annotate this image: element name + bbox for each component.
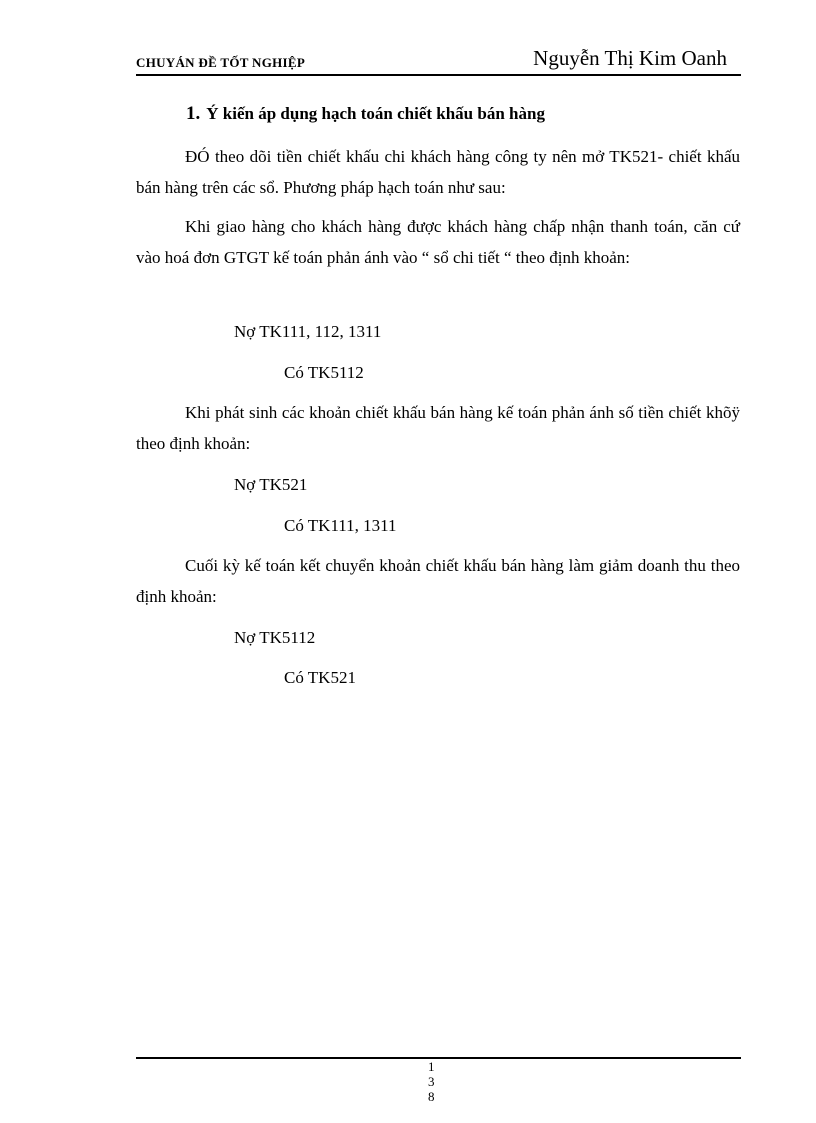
journal-credit: Có TK521 (284, 668, 356, 687)
journal-debit: Nợ TK111, 112, 1311 (234, 322, 382, 341)
paragraph (136, 211, 740, 273)
paragraph (136, 550, 740, 612)
paragraph (136, 397, 740, 459)
paragraph-text: Cuối kỳ kế toán kết chuyển khoản chiết khấu bán hàng làm giảm doanh thu theo định khoản: (136, 556, 740, 606)
header-divider (136, 74, 741, 76)
paragraph (136, 141, 740, 203)
header-author: Nguyễn Thị Kim Oanh (533, 46, 727, 70)
journal-credit: Có TK111, 1311 (284, 516, 397, 535)
header-title: CHUYÁN ĐỀ TỐT NGHIỆP (136, 55, 306, 70)
paragraph-text: Khi phát sinh các khoản chiết khấu bán hàng kế toán phản ánh số tiền chiết khõÿ theo định khoản: (136, 403, 740, 453)
page-number-digit: 1 (428, 1059, 435, 1074)
section-number: 1. (186, 103, 201, 124)
journal-debit: Nợ TK5112 (234, 628, 316, 647)
section-heading (186, 103, 545, 125)
journal-credit: Có TK5112 (284, 363, 364, 382)
page-number (428, 1059, 458, 1104)
page-number-digit: 8 (428, 1089, 435, 1104)
journal-debit: Nợ TK521 (234, 475, 308, 494)
page-header (136, 46, 741, 74)
paragraph-text: Khi giao hàng cho khách hàng được khách hàng chấp nhận thanh toán, căn cứ vào hoá đơn GTGT kế toán phản ánh vào “ sổ chi tiết “ theo định khoản: (136, 217, 740, 267)
page-number-digit: 3 (428, 1074, 435, 1089)
paragraph-text: ĐÓ theo dõi tiền chiết khấu chi khách hàng công ty nên mở TK521- chiết khấu bán hàng trên các sổ. Phương pháp hạch toán như sau: (136, 147, 740, 197)
section-title: Ý kiến áp dụng hạch toán chiết khấu bán hàng (206, 104, 545, 123)
